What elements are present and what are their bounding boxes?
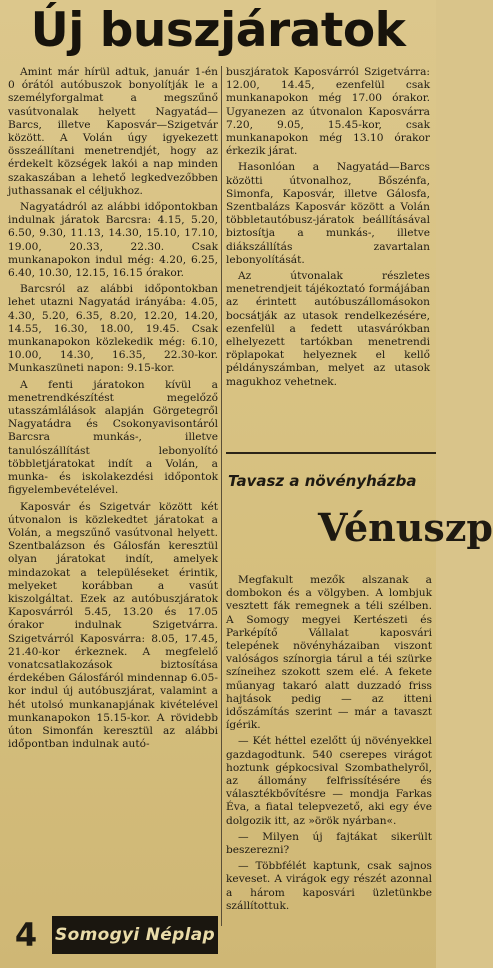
article-paragraph: Nagyatádról az alábbi időpontokban indulnak járatok Barcsra: 4.15, 5.20, 6.50, 9.30, 11.13, 14.30, 15.10, 17.10, 19.00, 20.33, 22.30. Csak munkanapokon indul még: 4.20, 6.25, 6.40, 10.30, 12.15, 16.15 órakor. bbox=[8, 201, 218, 280]
article-paragraph: — Milyen új fajtákat sikerült beszerezni? bbox=[226, 830, 432, 857]
page-number: 4 bbox=[14, 916, 38, 954]
section-rule bbox=[226, 452, 436, 454]
article-paragraph: Barcsról az alábbi időpontokban lehet utazni Nagyatád irányába: 4.05, 4.30, 5.20, 6.35, 8.20, 12.20, 14.20, 14.55, 16.30, 18.00, 19.45. Csak munkanapokon közlekedik még: 6.10, 10.00, 14.30, 16.35, 22.30-kor. Munkaszüneti napon: 9.15-kor. bbox=[8, 283, 218, 375]
article-paragraph: Az útvonalak részletes menetrendjeit tájékoztató formájában az érintett autóbuszállomásokon bocsátják az utasok rendelkezésére, ezenfelül a fedett utasvárókban elhelyezett tartókban menetrendi röplapokat helyeznek el kellő példányszámban, melyet az utasok magukhoz vehetnek. bbox=[226, 270, 430, 388]
newspaper-masthead: Somogyi Néplap bbox=[52, 916, 218, 954]
article-column-left bbox=[8, 66, 218, 914]
article-paragraph: Kaposvár és Szigetvár között két útvonalon is közlekedtet járatokat a Volán, a megszűnő vasútvonal helyett. Szentbalázson és Gálosfán keresztül olyan járatokat indít, amelyek mindazokat a településeket érintik, melyeket korábban a vasút kiszolgáltat. Ezek az autóbuszjáratok Kaposvárról 5.45, 13.20 és 17.05 órakor indulnak Szigetvárra. Szigetvárról Kaposvárra: 8.05, 17.45, 21.40-kor érkeznek. A megfelelő vonatcsatlakozások biztosítása érdekében Gálosfáról mindennap 6.05-kor indul új autóbuszjárat, valamint a hét utolsó munkanapjának kivételével munkanapokon 15.15-kor. A rövidebb úton Simonfán keresztül az alábbi időpontban indulnak autó- bbox=[8, 500, 218, 751]
column-divider bbox=[221, 66, 222, 926]
article-paragraph: — Két héttel ezelőtt új növényekkel gazdagodtunk. 540 cserepes virágot hoztunk gépkocsival Szombathelyről, az állomány felfrissítésére és választékbővítésre — mondja Farkas Éva, a fiatal telepvezető, aki egy éve dolgozik itt, az »örök nyárban«. bbox=[226, 735, 432, 827]
article-column-right bbox=[226, 66, 430, 388]
article-paragraph: A fenti járatokon kívül a menetrendkészítést megelőző utasszámlálások alapján Görgetegről Nagyatádra és Csokonyavisontáról Barcsra munkás-, illetve tanulószállítást lebonyolító többletjáratokat indít a Volán, a munka- és iskolakezdési időpontok figyelembevételével. bbox=[8, 378, 218, 497]
second-article-column bbox=[226, 574, 432, 968]
article-paragraph: — Többfélét kaptunk, csak sajnos keveset. A virágok egy részét azonnal a három kaposvári üzletünkbe szállítottuk. bbox=[226, 860, 432, 912]
second-article-title: Vénuszp bbox=[318, 505, 493, 550]
article-paragraph: Hasonlóan a Nagyatád—Barcs közötti útvonalhoz, Bőszénfa, Simonfa, Kaposvár, illetve Gálosfa, Szentbalázs Kaposvár között a Volán többletautóbusz-járatok beállításával biztosítja a munkás-, illetve diákszállítás zavartalan lebonyolítását. bbox=[226, 161, 430, 266]
article-headline: Új buszjáratok bbox=[30, 3, 406, 58]
article-paragraph: buszjáratok Kaposvárról Szigetvárra: 12.00, 14.45, ezenfelül csak munkanapokon még 17.00 órakor. Ugyanezen az útvonalon Kaposvárra 7.20, 9.05, 15.45-kor, csak munkanapokon még 13.10 órakor érkezik járat. bbox=[226, 66, 430, 158]
article-paragraph: Amint már hírül adtuk, január 1-én 0 órától autóbuszok bonyolítják le a személyforgalmat a megszűnő vasútvonalak helyett Nagyatád—Barcs, illetve Kaposvár—Szigetvár között. A Volán úgy igyekezett összeállítani menetrendjét, hogy az érdekelt községek lakói a nap minden szakaszában a lehető legkedvezőbben juthassanak el céljukhoz. bbox=[8, 66, 218, 197]
article-paragraph: Megfakult mezők alszanak a dombokon és a völgyben. A lombjuk vesztett fák remegnek a téli szélben. A Somogy megyei Kertészeti és Parképítő Vállalat kaposvári telepének növényházaiban viszont valóságos színorgia tárul a téi szürke színeihez szokott szem elé. A fekete műanyag takaró alatt duzzadó friss hajtások pedig — az itteni időszámítás szerint — már a tavaszt ígérik. bbox=[226, 574, 432, 732]
second-article-kicker: Tavasz a növényházba bbox=[228, 472, 417, 490]
